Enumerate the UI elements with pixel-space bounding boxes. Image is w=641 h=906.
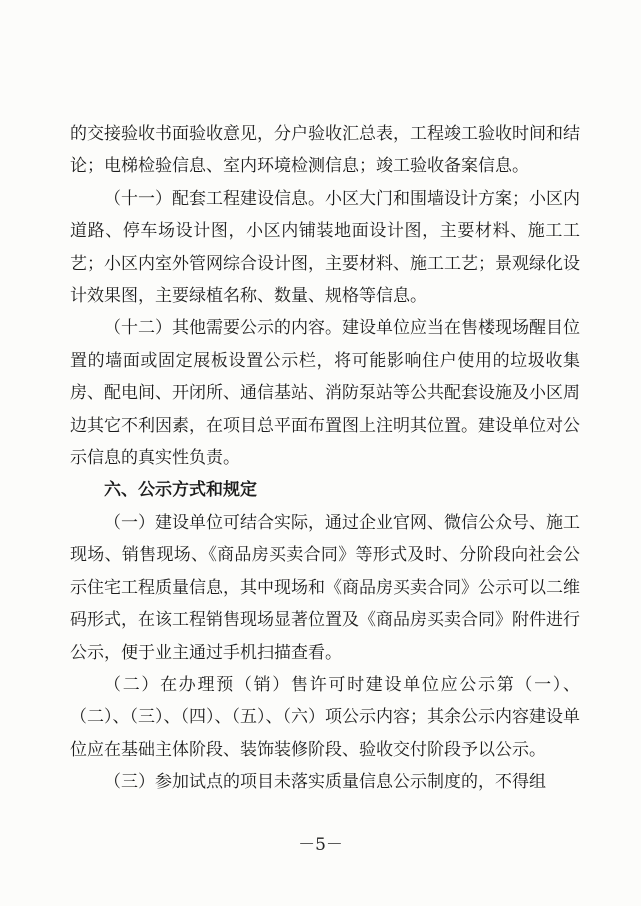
paragraph-continued: 的交接验收书面验收意见，分户验收汇总表，工程竣工验收时间和结论；电梯检验信息、室内环境检测信息；竣工验收备案信息。 [70,124,580,177]
paragraph-presale-publicity: （二）在办理预（销）售许可时建设单位应公示第（一）、（二）、（三）、（四）、（五）、（六）项公示内容；其余公示内容建设单位应在基础主体阶段、装饰装修阶段、验收交付阶段予以公示。 [70,674,580,760]
paragraph-pilot-project: （三）参加试点的项目未落实质量信息公示制度的，不得组 [104,772,546,793]
section-heading: 六、公示方式和规定 [104,480,257,501]
page-number: －5－ [298,835,343,855]
document-body [70,118,580,799]
paragraph-supporting-works: （十一）配套工程建设信息。小区大门和围墙设计方案；小区内道路、停车场设计图，小区内铺装地面设计图，主要材料、施工工艺；小区内室外管网综合设计图，主要材料、施工工艺；景观绿化设计效果图，主要绿植名称、数量、规格等信息。 [70,188,580,307]
paragraph-other-content: （十二）其他需要公示的内容。建设单位应当在售楼现场醒目位置的墙面或固定展板设置公示栏，将可能影响住户使用的垃圾收集房、配电间、开闭所、通信基站、消防泵站等公共配套设施及小区周边其它不利因素，在项目总平面布置图上注明其位置。建设单位对公示信息的真实性负责。 [70,318,580,469]
paragraph-publicity-method: （一）建设单位可结合实际，通过企业官网、微信公众号、施工现场、销售现场、《商品房买卖合同》等形式及时、分阶段向社会公示住宅工程质量信息，其中现场和《商品房买卖合同》公示可以二维码形式，在该工程销售现场显著位置及《商品房买卖合同》附件进行公示，便于业主通过手机扫描查看。 [70,512,580,663]
